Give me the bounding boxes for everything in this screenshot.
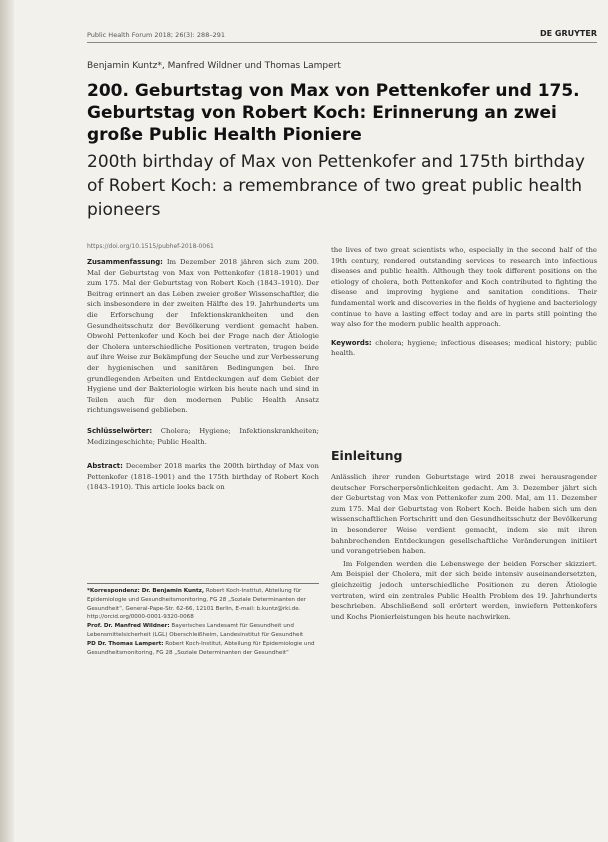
left-column bbox=[87, 257, 319, 493]
abstract-english bbox=[87, 461, 319, 493]
footnotes bbox=[87, 587, 319, 657]
running-header bbox=[87, 29, 597, 43]
footnote-wildner bbox=[87, 622, 319, 640]
keywords-german bbox=[87, 426, 319, 447]
keywords-english-text: cholera; hygiene; infectious diseases; medical history; public health. bbox=[331, 338, 597, 358]
journal-citation: Public Health Forum 2018; 26(3): 288–291 bbox=[87, 31, 225, 39]
body-text bbox=[331, 472, 597, 622]
body-paragraph-1: Anlässlich ihrer runden Geburtstage wird 2018 zwei herausragender deutscher Forscherpersönlichkeiten gedacht. Am 3. Dezember jährt sich der Geburtstag von Max von Pettenkofer zum 200. Mal, am 11. Dezember zum 175. Mal der Geburtstag von Robert Koch. Beide haben sich um den wissenschaftlichen Fortschritt und den Gesundheitsschutz der Bevölkerung in besonderer Weise verdient gemacht, indem sie mit ihren bahnbrechenden Entdeckungen gesellschaftliche Veränderungen initiiert und vorangetrieben haben. bbox=[331, 473, 597, 556]
keywords-german-label: Schlüsselwörter: bbox=[87, 426, 153, 435]
footnote-rule bbox=[87, 583, 319, 584]
footnote-lampert bbox=[87, 640, 319, 658]
footnote-lampert-label: PD Dr. Thomas Lampert: bbox=[87, 640, 164, 647]
author-line: Benjamin Kuntz*, Manfred Wildner und Thomas Lampert bbox=[87, 61, 341, 71]
right-column bbox=[331, 245, 597, 359]
publisher-logo: DE GRUYTER bbox=[540, 29, 597, 38]
footnote-wildner-text: Bayerisches Landesamt für Gesundheit und Lebensmittelsicherheit (LGL) Oberschleißheim, Landesinstitut für Gesundheit bbox=[87, 623, 304, 638]
keywords-german-text: Cholera; Hygiene; Infektionskrankheiten; Medizingeschichte; Public Health. bbox=[87, 426, 319, 446]
footnote-wildner-label: Prof. Dr. Manfred Wildner: bbox=[87, 623, 170, 630]
footnote-correspondence-label: *Korrespondenz: Dr. Benjamin Kuntz, bbox=[87, 588, 205, 594]
title-german: 200. Geburtstag von Max von Pettenkofer und 175. Geburtstag von Robert Koch: Erinnerung an zwei große Public Health Pioniere bbox=[87, 81, 580, 145]
keywords-english bbox=[331, 338, 597, 359]
footnote-correspondence bbox=[87, 587, 319, 613]
abstract-english-label: Abstract: bbox=[87, 462, 123, 471]
abstract-english-continued: the lives of two great scientists who, especially in the second half of the 19th century, rendered outstanding services to research into infectious diseases and public health. Although they took different positions on the etiology of cholera, both Pettenkofer and Koch contributed to fighting the disease and improving hygiene and sanitation conditions. Their fundamental work and discoveries in the fields of hygiene and bacteriology continue to have a lasting effect today and are in parts still pointing the way also for the modern public health approach. bbox=[331, 246, 597, 329]
abstract-german-label: Zusammenfassung: bbox=[87, 258, 163, 266]
abstract-english-text: December 2018 marks the 200th birthday of Max von Pettenkofer (1818–1901) and the 175th birthday of Robert Koch (1843–1910). This article looks back on bbox=[87, 462, 319, 492]
abstract-german bbox=[87, 257, 319, 416]
keywords-english-label: Keywords: bbox=[331, 338, 372, 347]
doi-link[interactable]: https://doi.org/10.1515/pubhef-2018-0061 bbox=[87, 243, 214, 250]
title-english: 200th birthday of Max von Pettenkofer and 175th birthday of Robert Koch: a remembrance of two great public health pioneers bbox=[87, 152, 585, 220]
footnote-lampert-text: Robert Koch-Institut, Abteilung für Epidemiologie und Gesundheitsmonitoring, FG 28 „Soziale Determinanten der Gesundheit“ bbox=[87, 640, 315, 656]
orcid-link[interactable]: http://orcid.org/0000-0001-9320-0068 bbox=[87, 614, 194, 621]
header-rule bbox=[87, 42, 597, 43]
footnote-correspondence-text: Robert Koch-Institut, Abteilung für Epidemiologie und Gesundheitsmonitoring, FG 28 „Soziale Determinanten der Gesundheit“, General-Pape-Str. 62-66, 12101 Berlin, E-mail: b.kuntz@rki.de. bbox=[87, 588, 306, 612]
section-heading: Einleitung bbox=[331, 448, 403, 463]
body-paragraph-2: Im Folgenden werden die Lebenswege der beiden Forscher skizziert. Am Beispiel der Cholera, mit der sich beide intensiv auseinandersetzten, gleichzeitig jedoch unterschiedliche Positionen zu deren Ätiologie vertraten, wird ein zentrales Public Health Problem des 19. Jahrhunderts beschrieben. Abschließend soll erörtert werden, inwiefern Pettenkofers und Kochs Pionierleistungen bis heute nachwirken. bbox=[331, 559, 597, 621]
abstract-german-text: Im Dezember 2018 jähren sich zum 200. Mal der Geburtstag von Max von Pettenkofer (1818–1901) und zum 175. Mal der Geburtstag von Robert Koch (1843–1910). Der Beitrag erinnert an das Leben zweier großer Wissenschaftler, die sich insbesondere in der zweiten Hälfte des 19. Jahrhunderts um die Erforschung der Infektionskrankheiten und den Gesundheitsschutz der Bevölkerung verdient gemacht haben. Obwohl Pettenkofer und Koch bei der Frage nach der Ätiologie der Cholera unterschiedliche Positionen vertraten, trugen beide auf ihre Weise zur Bekämpfung der Seuche und zur Verbesserung der hygienischen und sanitären Bedingungen bei. Ihre grundlegenden Arbeiten und Entdeckungen auf dem Gebiet der Hygiene und der Bakteriologie wirken bis heute nach und sind in Teilen auch für den modernen Public Health Ansatz richtungsweisend geblieben. bbox=[87, 258, 319, 415]
